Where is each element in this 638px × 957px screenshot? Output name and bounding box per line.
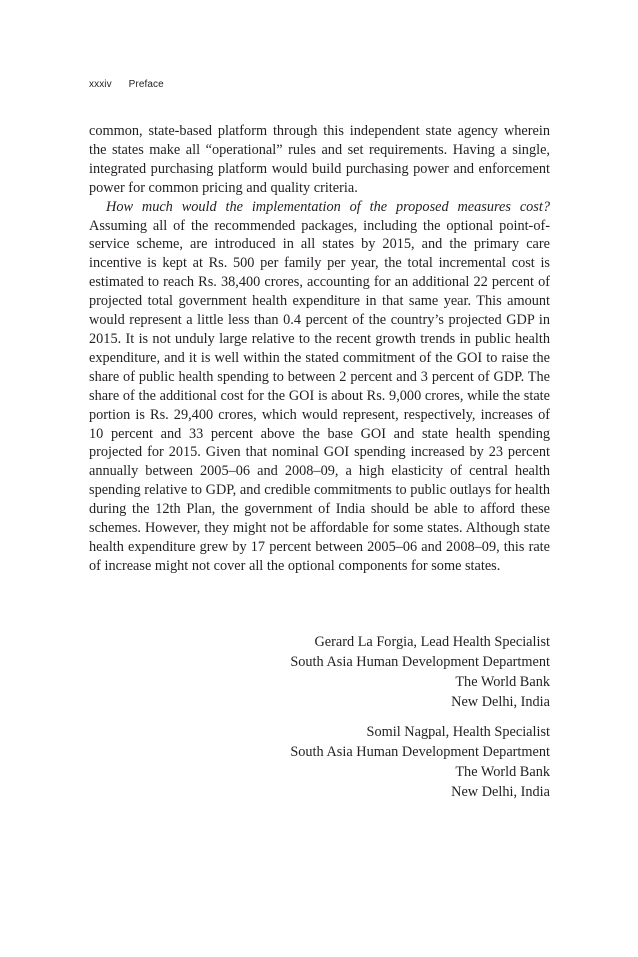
running-head xyxy=(89,79,164,90)
signature-department: South Asia Human Development Department xyxy=(290,654,550,670)
section-title: Preface xyxy=(128,79,164,90)
signature-location: New Delhi, India xyxy=(451,784,550,800)
signature-block-2 xyxy=(290,722,550,802)
page-number: xxxiv xyxy=(89,79,112,90)
signature-location: New Delhi, India xyxy=(451,694,550,710)
body-text xyxy=(89,122,550,576)
signature-organization: The World Bank xyxy=(455,674,550,690)
paragraph-2 xyxy=(89,198,550,576)
signature-name-title: Gerard La Forgia, Lead Health Specialist xyxy=(314,634,550,650)
signature-name-title: Somil Nagpal, Health Specialist xyxy=(366,724,550,740)
signature-block-1 xyxy=(290,632,550,712)
paragraph-2-text: Assuming all of the recommended packages, including the optional point-of-service scheme, are introduced in all states by 2015, and the primary care incentive is kept at Rs. 500 per family per year, the total incremental cost is estimated to reach Rs. 38,400 crores, accounting for an additional 22 percent of projected total government health expenditure in that same year. This amount would represent a little less than 0.4 percent of the country’s projected GDP in 2015. It is not unduly large relative to the recent growth trends in public health expenditure, and it is well within the stated commitment of the GOI to raise the share of public health spending to between 2 percent and 3 percent of GDP. The share of the additional cost for the GOI is about Rs. 9,000 crores, while the state portion is Rs. 29,400 crores, which would represent, respectively, increases of 10 percent and 33 percent above the base GOI and state health spending projected for 2015. Given that nominal GOI spending increased by 23 percent annually between 2005–06 and 2008–09, a high elasticity of central health spending relative to GDP, and credible commitments to public outlays for health during the 12th Plan, the government of India should be able to afford these schemes. However, they might not be affordable for some states. Although state health expenditure grew by 17 percent between 2005–06 and 2008–09, this rate of increase might not cover all the optional components for some states. xyxy=(89,217,550,574)
signature-organization: The World Bank xyxy=(455,764,550,780)
paragraph-2-question: How much would the implementation of the proposed measures cost? xyxy=(106,198,550,215)
paragraph-1: common, state-based platform through this independent state agency wherein the states make all “operational” rules and set requirements. Having a single, integrated purchasing platform would build purchasing power and enforcement power for common pricing and quality criteria. xyxy=(89,123,550,196)
signature-department: South Asia Human Development Department xyxy=(290,744,550,760)
